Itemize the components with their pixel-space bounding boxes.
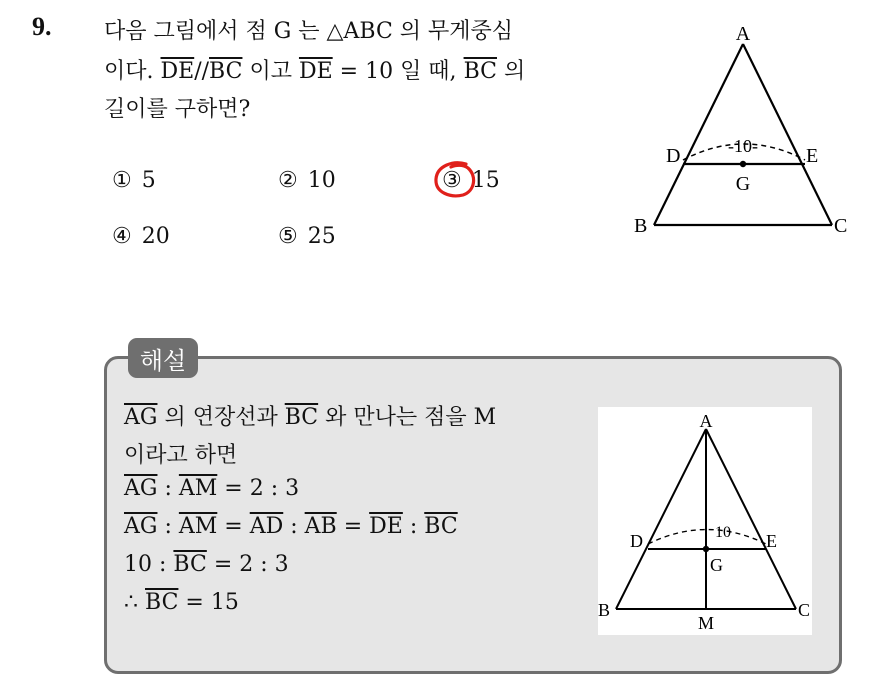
choice-5[interactable]: ⑤ 25: [278, 224, 336, 249]
choice-2[interactable]: ② 10: [278, 168, 336, 193]
label-b: B: [598, 600, 611, 620]
label-e: E: [806, 145, 819, 167]
solution-line-4: $\overline{AG}$ : $\overline{AM} = \overline{AD}$ : $\overline{AB} = \overline{DE}$ : $\overline{BC}$: [124, 514, 458, 539]
label-c: C: [834, 215, 848, 237]
label-m: M: [697, 613, 715, 633]
solution-line-3: $\overline{AG}$ : $\overline{AM} = 2$ : 3: [124, 476, 300, 501]
choice-4[interactable]: ④ 20: [112, 224, 170, 249]
solution-tag: 해설: [128, 338, 198, 378]
choice-1[interactable]: ① 5: [112, 168, 156, 193]
answer-circle-mark: [433, 160, 479, 200]
question-line-1: 다음 그림에서 점 G 는 △ABC 의 무게중심: [104, 19, 514, 44]
centroid-point: [740, 161, 746, 167]
question-number: 9.: [32, 12, 52, 41]
solution-line-2: 이라고 하면: [124, 443, 238, 468]
label-b: B: [634, 215, 648, 237]
solution-triangle-figure: [598, 407, 812, 635]
question-line-3: 길이를 구하면?: [104, 97, 251, 122]
label-de-length: -10-: [728, 136, 758, 156]
triangle-figure: [630, 20, 860, 240]
label-de-length: 10: [715, 524, 731, 541]
label-g: G: [735, 173, 751, 195]
label-g: G: [710, 555, 723, 575]
label-d: D: [630, 531, 643, 551]
solution-line-1: $\overline{AG}$ 의 연장선과 $\overline{BC}$ 와 만나는 점을 M: [124, 405, 497, 430]
solution-line-5: 10 : $\overline{BC} = 2$ : 3: [124, 552, 289, 577]
centroid-point: [703, 546, 709, 552]
label-c: C: [798, 600, 811, 620]
label-a: A: [699, 411, 713, 431]
solution-line-6: ∴ $\overline{BC} = 15$: [124, 590, 239, 615]
label-d: D: [666, 145, 681, 167]
question-line-2: 이다. $\overline{DE}//\overline{BC}$ 이고 $\overline{DE} = 10$ 일 때, $\overline{BC}$ 의: [104, 59, 526, 84]
label-a: A: [735, 23, 751, 45]
label-e: E: [766, 531, 777, 551]
choice-3[interactable]: ③ 15: [442, 168, 500, 193]
